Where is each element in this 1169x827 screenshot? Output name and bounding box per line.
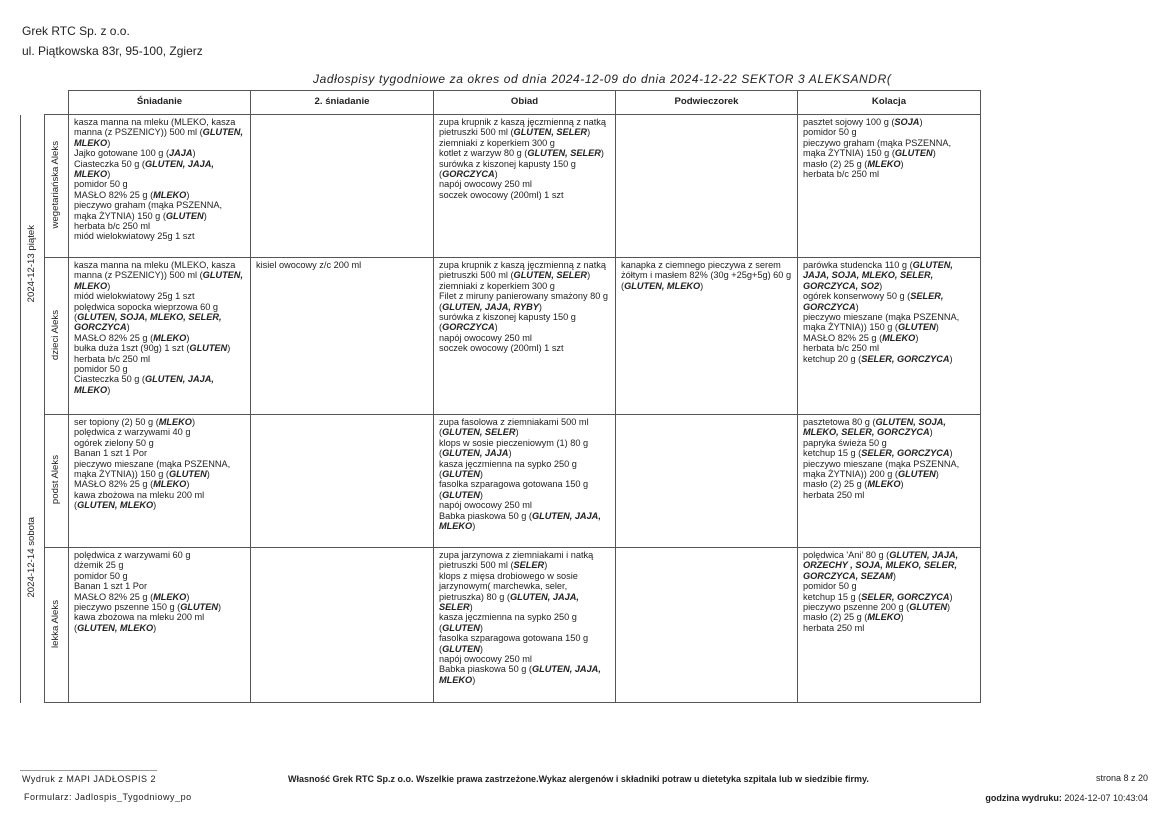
meal-cell	[251, 548, 434, 703]
dish-line: ketchup 15 g (SELER, GORCZYCA)	[803, 448, 953, 459]
column-header: Śniadanie	[69, 91, 251, 115]
dish-line: napój owocowy 250 ml	[439, 500, 532, 511]
dish-line: pieczywo graham (mąka PSZENNA, mąka ŻYTNIA) 150 g (GLUTEN)	[803, 137, 952, 159]
dish-line: MASŁO 82% 25 g (MLEKO)	[803, 332, 919, 343]
dish-line: papryka świeża 50 g	[803, 437, 887, 448]
allergen-list: MLEKO	[882, 332, 916, 343]
dish-line: ziemniaki z koperkiem 300 g	[439, 137, 555, 148]
dish-line: pasztetowa 80 g (GLUTEN, SOJA, MLEKO, SELER, GORCZYCA)	[803, 417, 946, 438]
allergen-list: MLEKO	[867, 612, 901, 623]
diet-name: wegetariańska Aleks	[50, 141, 62, 229]
allergen-list: GLUTEN	[189, 343, 228, 354]
dish-line: herbata b/c 250 ml	[74, 221, 151, 232]
meal-cell	[69, 548, 251, 703]
dish-line: pomidor 50 g	[803, 127, 857, 138]
meal-cell	[798, 415, 981, 548]
allergen-list: GLUTEN, SELER	[442, 427, 516, 438]
header-blank	[21, 91, 45, 115]
day-date-cell	[21, 415, 45, 703]
dish-line: pasztet sojowy 100 g (SOJA)	[803, 117, 923, 127]
column-header: Obiad	[434, 91, 616, 115]
allergen-list: GLUTEN, JAJA, MLEKO	[439, 510, 601, 532]
dish-line: Filet z miruny panierowany smażony 80 g (GLUTEN, JAJA, RYBY)	[439, 291, 609, 312]
diet-name: lekka Aleks	[50, 599, 62, 648]
allergen-list: GLUTEN	[897, 469, 936, 480]
meal-cell	[69, 415, 251, 548]
dish-line: Jajko gotowane 100 g (JAJA)	[74, 148, 196, 159]
dish-line: MASŁO 82% 25 g (MLEKO)	[74, 332, 190, 343]
allergen-list: GLUTEN	[442, 622, 480, 633]
allergen-list: GLUTEN	[165, 210, 204, 221]
meal-cell	[251, 258, 434, 415]
page-number: strona 8 z 20	[1095, 773, 1148, 783]
allergen-list: GLUTEN, SOJA, MLEKO, SELER, GORCZYCA	[803, 417, 946, 438]
dish-line: pomidor 50 g	[74, 179, 128, 190]
dish-line: herbata 250 ml	[803, 489, 865, 500]
allergen-list: SELER	[513, 560, 545, 571]
allergen-list: GLUTEN, SELER	[527, 148, 601, 159]
dish-line: fasolka szparagowa gotowana 150 g (GLUTEN)	[439, 479, 589, 500]
dish-line: pomidor 50 g	[803, 581, 857, 592]
allergen-list: GLUTEN, JAJA, MLEKO	[439, 664, 601, 685]
dish-line: ser topiony (2) 50 g (MLEKO)	[74, 417, 196, 427]
dish-line: polędwica z warzywami 40 g	[74, 427, 191, 438]
footer-divider	[20, 770, 157, 771]
allergen-list: GLUTEN	[897, 322, 936, 333]
diet-name: podst Aleks	[50, 455, 62, 505]
allergen-list: GLUTEN, MLEKO	[74, 270, 243, 291]
dish-line: kawa zbożowa na mleku 200 ml (GLUTEN, MLEKO)	[74, 612, 205, 633]
dish-line: masło (2) 25 g (MLEKO)	[803, 612, 904, 623]
dish-line: klops z mięsa drobiowego w sosie jarzynowym( marchewka, seler, pietruszka) 80 g (GLUTEN, JAJA, SELER)	[439, 570, 579, 613]
meal-cell	[251, 115, 434, 258]
allergen-list: GLUTEN, MLEKO	[77, 622, 154, 633]
dish-line: zupa fasolowa z ziemniakami 500 ml (GLUTEN, SELER)	[439, 417, 589, 438]
day-date: 2024-12-14 sobota	[26, 517, 38, 598]
allergen-list: GORCZYCA	[442, 322, 495, 333]
dish-line: miód wielokwiatowy 25g 1 szt	[74, 231, 195, 242]
print-source: Wydruk z MAPI JADŁOSPIS 2	[22, 774, 156, 784]
allergen-list: JAJA	[169, 148, 193, 159]
dish-line: polędwica z warzywami 60 g	[74, 550, 191, 560]
dish-line: MASŁO 82% 25 g (MLEKO)	[74, 591, 190, 602]
dish-line: ogórek konserwowy 50 g (SELER, GORCZYCA)	[803, 291, 944, 312]
allergen-list: GLUTEN, MLEKO	[77, 500, 154, 511]
dish-line: zupa krupnik z kaszą jęczmienną z natką pietruszki 500 ml (GLUTEN, SELER)	[439, 117, 606, 138]
dish-line: soczek owocowy (200ml) 1 szt	[439, 189, 564, 200]
menu-table	[20, 90, 981, 703]
dish-line: zupa krupnik z kaszą jęczmienną z natką pietruszki 500 ml (GLUTEN, SELER)	[439, 260, 606, 281]
allergen-list: SELER, GORCZYCA	[861, 591, 950, 602]
dish-line: kanapka z ciemnego pieczywa z serem żółtym i masłem 82% (30g +25g+5g) 60 g (GLUTEN, MLEKO)	[621, 260, 792, 291]
dish-line: ketchup 15 g (SELER, GORCZYCA)	[803, 591, 953, 602]
dish-line: herbata b/c 250 ml	[803, 343, 880, 354]
allergen-list: MLEKO	[158, 417, 192, 427]
dish-line: MASŁO 82% 25 g (MLEKO)	[74, 189, 190, 200]
dish-line: herbata b/c 250 ml	[803, 169, 880, 180]
dish-line: surówka z kiszonej kapusty 150 g (GORCZYCA)	[439, 158, 576, 180]
allergen-list: GLUTEN, MLEKO	[624, 280, 701, 291]
allergen-list: GLUTEN, JAJA, MLEKO	[74, 374, 214, 395]
allergen-list: MLEKO	[153, 479, 187, 490]
allergen-list: SOJA	[894, 117, 920, 127]
meal-cell	[798, 115, 981, 258]
dish-line: bułka duża 1szt (90g) 1 szt (GLUTEN)	[74, 343, 231, 354]
dish-line: dżemik 25 g	[74, 560, 124, 571]
dish-line: Ciasteczka 50 g (GLUTEN, JAJA, MLEKO)	[74, 158, 214, 180]
allergen-list: GLUTEN	[442, 489, 480, 500]
table-row	[21, 415, 981, 548]
dish-line: pomidor 50 g	[74, 364, 128, 375]
dish-line: ogórek zielony 50 g	[74, 437, 154, 448]
allergen-list: GLUTEN	[442, 643, 480, 654]
dish-line: polędwica 'Ani' 80 g (GLUTEN, JAJA, ORZECHY , SOJA, MLEKO, SELER, GORCZYCA, SEZAM)	[803, 550, 959, 581]
company-name: Grek RTC Sp. z o.o.	[22, 24, 130, 38]
print-time	[985, 793, 1148, 803]
dish-line: zupa jarzynowa z ziemniakami i natką pietruszki 500 ml (SELER)	[439, 550, 594, 571]
dish-line: napój owocowy 250 ml	[439, 654, 532, 665]
diet-name-cell	[45, 115, 69, 258]
dish-line: Ciasteczka 50 g (GLUTEN, JAJA, MLEKO)	[74, 374, 214, 395]
dish-line: Babka piaskowa 50 g (GLUTEN, JAJA, MLEKO)	[439, 510, 601, 532]
dish-line: surówka z kiszonej kapusty 150 g (GORCZYCA)	[439, 312, 576, 333]
allergen-list: MLEKO	[153, 189, 187, 200]
allergen-list: MLEKO	[867, 158, 901, 169]
dish-line: herbata b/c 250 ml	[74, 353, 151, 364]
column-header: Podwieczorek	[616, 91, 798, 115]
table-row	[21, 548, 981, 703]
dish-line: pomidor 50 g	[74, 570, 128, 581]
diet-name-cell	[45, 415, 69, 548]
allergen-list: GLUTEN, SELER	[513, 270, 588, 281]
table-header-row	[21, 91, 981, 115]
dish-line: napój owocowy 250 ml	[439, 332, 532, 343]
dish-line: MASŁO 82% 25 g (MLEKO)	[74, 479, 190, 490]
dish-line: Banan 1 szt 1 Por	[74, 448, 148, 459]
diet-name-cell	[45, 258, 69, 415]
allergen-list: GLUTEN, MLEKO	[74, 127, 243, 148]
allergen-list: SELER, GORCZYCA	[861, 448, 950, 459]
meal-cell	[616, 258, 798, 415]
dish-line: kasza manna na mleku (MLEKO, kasza manna (z PSZENICY)) 500 ml (GLUTEN, MLEKO)	[74, 117, 243, 148]
print-time-value: 2024-12-07 10:43:04	[1064, 793, 1148, 803]
dish-line: pieczywo mieszane (mąka PSZENNA, mąka ŻYTNIA)) 150 g (GLUTEN)	[803, 312, 960, 333]
meal-cell	[798, 258, 981, 415]
allergen-list: MLEKO	[153, 332, 187, 343]
dish-line: pieczywo pszenne 150 g (GLUTEN)	[74, 602, 222, 613]
meal-cell	[251, 415, 434, 548]
allergen-list: GORCZYCA	[442, 169, 495, 180]
dish-line: kisiel owocowy z/c 200 ml	[256, 260, 362, 270]
dish-line: Babka piaskowa 50 g (GLUTEN, JAJA, MLEKO)	[439, 664, 601, 685]
meal-cell	[798, 548, 981, 703]
diet-name: dzieci Aleks	[50, 309, 62, 360]
dish-line: pieczywo mieszane (mąka PSZENNA, mąka ŻYTNIA)) 200 g (GLUTEN)	[803, 458, 960, 480]
company-address: ul. Piątkowska 83r, 95-100, Zgierz	[22, 44, 203, 58]
dish-line: parówka studencka 110 g (GLUTEN, JAJA, SOJA, MLEKO, SELER, GORCZYCA, SO2)	[803, 260, 953, 291]
dish-line: kasza manna na mleku (MLEKO, kasza manna (z PSZENICY)) 500 ml (GLUTEN, MLEKO)	[74, 260, 243, 291]
form-name: Formularz: Jadlospis_Tygodniowy_po	[24, 792, 192, 802]
diet-name-cell	[45, 548, 69, 703]
meal-cell	[616, 548, 798, 703]
allergen-list: GLUTEN, JAJA, ORZECHY , SOJA, MLEKO, SELER, GORCZYCA, SEZAM	[803, 550, 959, 581]
dish-line: napój owocowy 250 ml	[439, 179, 532, 190]
document-title: Jadłospisy tygodniowe za okres od dnia 2024-12-09 do dnia 2024-12-22 SEKTOR 3 ALEKSANDR(	[313, 72, 892, 86]
dish-line: ketchup 20 g (SELER, GORCZYCA)	[803, 353, 953, 364]
dish-line: herbata 250 ml	[803, 622, 865, 633]
header-blank	[45, 91, 69, 115]
meal-cell	[69, 115, 251, 258]
allergen-list: SELER, GORCZYCA	[861, 353, 950, 364]
dish-line: masło (2) 25 g (MLEKO)	[803, 158, 904, 169]
allergen-list: GLUTEN	[180, 602, 219, 613]
allergen-list: GLUTEN, JAJA, MLEKO	[74, 158, 214, 180]
allergen-list: GLUTEN, JAJA, RYBY	[442, 301, 539, 312]
allergen-list: GLUTEN, SOJA, MLEKO, SELER, GORCZYCA	[74, 312, 222, 333]
dish-line: miód wielokwiatowy 25g 1 szt	[74, 291, 195, 302]
meal-cell	[616, 415, 798, 548]
column-header: Kolacja	[798, 91, 981, 115]
allergen-list: GLUTEN, JAJA, SELER	[439, 591, 579, 613]
dish-line: kasza jęczmienna na sypko 250 g (GLUTEN)	[439, 458, 577, 480]
dish-line: pieczywo graham (mąka PSZENNA, mąka ŻYTNIA) 150 g (GLUTEN)	[74, 200, 223, 221]
allergen-list: GLUTEN, JAJA	[442, 448, 509, 459]
allergen-list: GLUTEN, SELER	[513, 127, 588, 138]
dish-line: masło (2) 25 g (MLEKO)	[803, 479, 904, 490]
dish-line: soczek owocowy (200ml) 1 szt	[439, 343, 564, 354]
meal-cell	[434, 258, 616, 415]
allergen-list: MLEKO	[153, 591, 187, 602]
allergen-list: MLEKO	[867, 479, 901, 490]
allergen-list: SELER, GORCZYCA	[803, 291, 944, 312]
meal-cell	[434, 548, 616, 703]
meal-cell	[434, 115, 616, 258]
column-header: 2. śniadanie	[251, 91, 434, 115]
dish-line: ziemniaki z koperkiem 300 g	[439, 280, 555, 291]
dish-line: fasolka szparagowa gotowana 150 g (GLUTEN)	[439, 633, 589, 654]
allergen-list: GLUTEN	[168, 469, 207, 480]
meal-cell	[616, 115, 798, 258]
meal-cell	[434, 415, 616, 548]
meal-cell	[69, 258, 251, 415]
dish-line: kotlet z warzyw 80 g (GLUTEN, SELER)	[439, 148, 604, 159]
dish-line: polędwica sopocka wieprzowa 60 g (GLUTEN, SOJA, MLEKO, SELER, GORCZYCA)	[74, 301, 222, 333]
dish-line: kasza jęczmienna na sypko 250 g (GLUTEN)	[439, 612, 577, 633]
dish-line: klops w sosie pieczeniowym (1) 80 g (GLUTEN, JAJA)	[439, 437, 589, 459]
allergen-list: GLUTEN	[894, 148, 933, 159]
ownership-notice: Własność Grek RTC Sp.z o.o. Wszelkie prawa zastrzeżone.Wykaz alergenów i składniki potraw u dietetyka szpitala lub w siedzibie firmy.	[288, 774, 869, 784]
dish-line: pieczywo pszenne 200 g (GLUTEN)	[803, 602, 951, 613]
allergen-list: GLUTEN	[442, 469, 480, 480]
dish-line: pieczywo mieszane (mąka PSZENNA, mąka ŻYTNIA)) 150 g (GLUTEN)	[74, 458, 231, 480]
dish-line: Banan 1 szt 1 Por	[74, 581, 148, 592]
table-row	[21, 258, 981, 415]
day-date: 2024-12-13 piątek	[26, 224, 38, 302]
day-date-cell	[21, 115, 45, 415]
print-time-label: godzina wydruku:	[985, 793, 1062, 803]
table-row	[21, 115, 981, 258]
allergen-list: GLUTEN	[909, 602, 948, 613]
allergen-list: GLUTEN, JAJA, SOJA, MLEKO, SELER, GORCZYCA, SO2	[803, 260, 953, 291]
dish-line: kawa zbożowa na mleku 200 ml (GLUTEN, MLEKO)	[74, 489, 205, 511]
